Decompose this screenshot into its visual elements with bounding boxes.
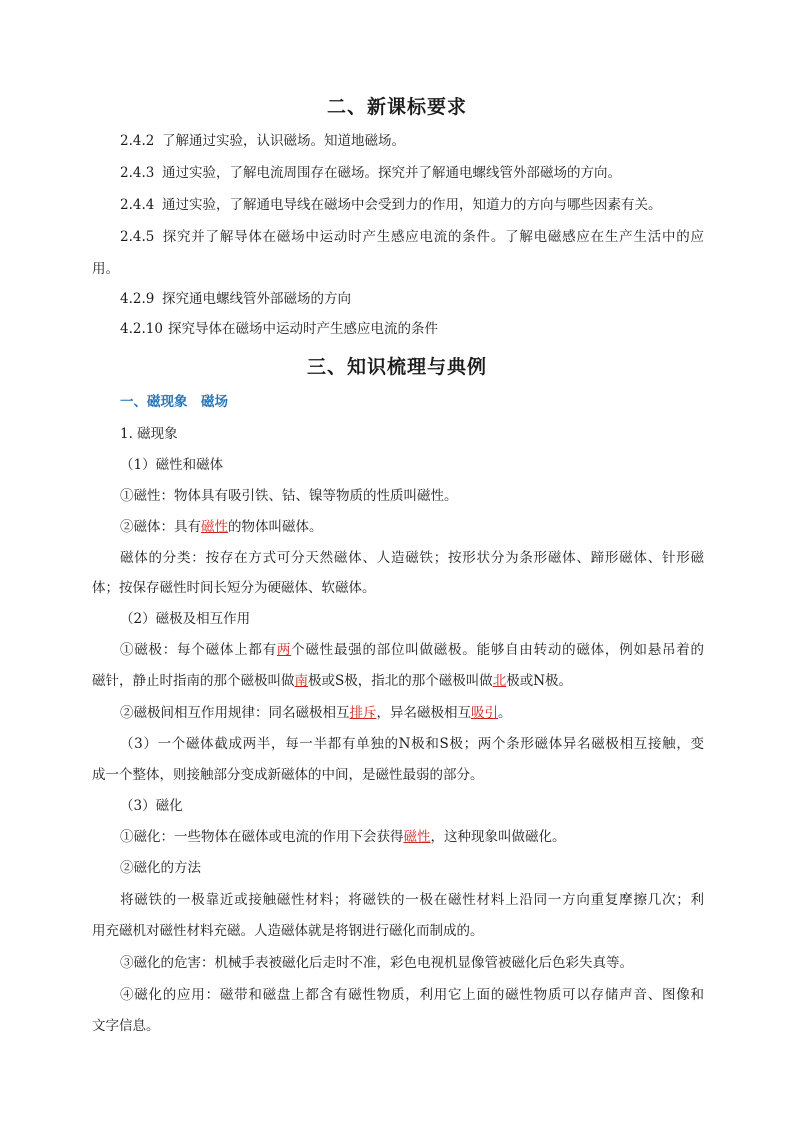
paragraph: ②磁化的方法	[120, 860, 201, 876]
heading-knowledge-review: 三、知识梳理与典例	[306, 356, 487, 378]
paragraph: ②磁体：具有磁性的物体叫磁体。	[120, 519, 323, 535]
heading-new-curriculum: 二、新课标要求	[326, 96, 467, 118]
standard-item: 2.4.2 了解通过实验，认识磁场。知道地磁场。	[120, 133, 405, 149]
section-heading-magnetism: 一、磁现象 磁场	[120, 394, 228, 410]
standard-item: 4.2.10 探究导体在磁场中运动时产生感应电流的条件	[120, 321, 438, 337]
standard-item-continued: 用。	[92, 261, 119, 277]
standard-item: 4.2.9 探究通电螺线管外部磁场的方向	[120, 291, 351, 307]
paragraph: ①磁化：一些物体在磁体或电流的作用下会获得磁性，这种现象叫做磁化。	[120, 829, 566, 845]
paragraph: ④磁化的应用：磁带和磁盘上都含有磁性物质，利用它上面的磁性物质可以存储声音、图像和	[120, 987, 704, 1003]
paragraph-continued: 用充磁机对磁性材料充磁。人造磁体就是将钢进行磁化而制成的。	[92, 923, 484, 939]
paragraph-continued: 磁针，静止时指南的那个磁极叫做南极或S极，指北的那个磁极叫做北极或N极。	[92, 673, 573, 689]
subsection-title: （1）磁性和磁体	[120, 457, 224, 473]
fill-blank-answer: 磁性	[403, 829, 431, 845]
paragraph: ①磁性：物体具有吸引铁、钴、镍等物质的性质叫磁性。	[120, 488, 458, 504]
paragraph: ②磁极间相互作用规律：同名磁极相互排斥，异名磁极相互吸引。	[120, 705, 512, 721]
fill-blank-answer: 北	[492, 673, 507, 689]
fill-blank-answer: 排斥	[349, 705, 377, 721]
fill-blank-answer: 吸引	[471, 705, 498, 721]
paragraph: 磁体的分类：按存在方式可分天然磁体、人造磁铁；按形状分为条形磁体、蹄形磁体、针形磁	[120, 550, 704, 566]
subsection-title: （3）磁化	[120, 798, 183, 814]
subsection-title: 1. 磁现象	[120, 426, 178, 442]
paragraph: 将磁铁的一极靠近或接触磁性材料；将磁铁的一极在磁性材料上沿同一方向重复摩擦几次；利	[120, 892, 704, 908]
standard-item: 2.4.5 探究并了解导体在磁场中运动时产生感应电流的条件。了解电磁感应在生产生活中的应	[120, 229, 704, 245]
paragraph-continued: 成一个整体，则接触部分变成新磁体的中间，是磁性最弱的部分。	[92, 767, 484, 783]
paragraph: ③磁化的危害：机械手表被磁化后走时不准，彩色电视机显像管被磁化后色彩失真等。	[120, 955, 633, 971]
paragraph-continued: 文字信息。	[92, 1018, 160, 1034]
paragraph-continued: 体；按保存磁性时间长短分为硬磁体、软磁体。	[92, 580, 376, 596]
paragraph: ①磁极：每个磁体上都有两个磁性最强的部位叫做磁极。能够自由转动的磁体，例如悬吊着的	[120, 642, 705, 658]
subsection-title: （2）磁极及相互作用	[120, 611, 251, 627]
paragraph: （3）一个磁体截成两半，每一半都有单独的N极和S极；两个条形磁体异名磁极相互接触，变	[120, 736, 704, 752]
standard-item: 2.4.3 通过实验，了解电流周围存在磁场。探究并了解通电螺线管外部磁场的方向。	[120, 165, 621, 181]
standard-item: 2.4.4 通过实验，了解通电导线在磁场中会受到力的作用，知道力的方向与哪些因素有关。	[120, 197, 662, 213]
fill-blank-answer: 两	[276, 642, 292, 658]
fill-blank-answer: 磁性	[201, 519, 228, 535]
fill-blank-answer: 南	[294, 673, 308, 689]
